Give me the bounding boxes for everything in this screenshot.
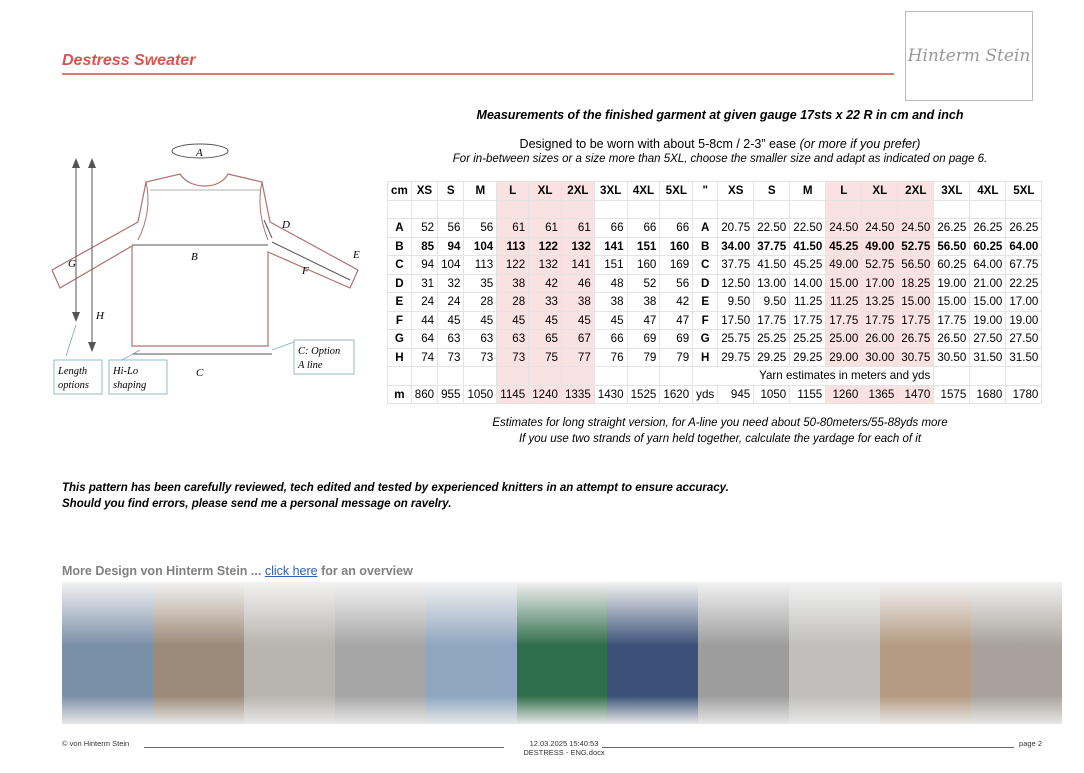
- header-in-8: 4XL: [970, 182, 1006, 201]
- cm-value: 66: [594, 219, 627, 238]
- inch-value: 64.00: [1006, 237, 1042, 256]
- callout-hilo-1: Hi-Lo: [113, 366, 139, 377]
- inch-value: 25.00: [826, 330, 862, 349]
- label-c: C: [196, 367, 204, 379]
- ease-main: Designed to be worn with about 5-8cm / 2-3” ease: [519, 137, 797, 151]
- inch-value: 29.75: [718, 348, 754, 367]
- photo-grey-cable-coat[interactable]: [971, 582, 1062, 724]
- inch-value: 26.75: [898, 330, 934, 349]
- cm-value: 67: [561, 330, 594, 349]
- inch-value: 22.25: [1006, 274, 1042, 293]
- inch-value: 14.00: [790, 274, 826, 293]
- yarn-yds-label: yds: [693, 385, 718, 404]
- review-line-1: This pattern has been carefully reviewed, tech edited and tested by experienced knitters in an attempt to ensure accuracy.: [62, 482, 729, 494]
- spacer-cell: [627, 200, 660, 219]
- cm-value: 73: [497, 348, 529, 367]
- cm-value: 45: [438, 311, 464, 330]
- inch-value: 18.25: [898, 274, 934, 293]
- label-f: F: [302, 265, 309, 277]
- inch-value: 26.00: [862, 330, 898, 349]
- inch-value: 30.00: [862, 348, 898, 367]
- inch-value: 67.75: [1006, 256, 1042, 275]
- sweater-schematic: [50, 130, 380, 400]
- more-designs: [62, 564, 413, 578]
- inch-value: 24.50: [826, 219, 862, 238]
- cm-value: 31: [411, 274, 437, 293]
- label-g: G: [68, 258, 76, 270]
- inch-value: 17.00: [862, 274, 898, 293]
- photo-grey-yoke-sweater[interactable]: [335, 582, 426, 724]
- ease-italic: (or more if you prefer): [799, 137, 921, 151]
- inch-value: 19.00: [934, 274, 970, 293]
- yarn-note-aline: Estimates for long straight version, for A-line you need about 50-80meters/55-88yds more: [492, 417, 948, 429]
- inch-value: 41.50: [790, 237, 826, 256]
- inch-value: 19.00: [970, 311, 1006, 330]
- inch-value: 15.00: [934, 293, 970, 312]
- cm-value: 94: [411, 256, 437, 275]
- cm-value: 151: [594, 256, 627, 275]
- inch-value: 25.75: [718, 330, 754, 349]
- cm-value: 160: [627, 256, 660, 275]
- inch-value: 17.00: [1006, 293, 1042, 312]
- inch-value: 17.50: [718, 311, 754, 330]
- inch-value: 27.50: [1006, 330, 1042, 349]
- header-in-9: 5XL: [1006, 182, 1042, 201]
- inch-value: 64.00: [970, 256, 1006, 275]
- label-a: A: [196, 147, 203, 159]
- cm-value: 141: [561, 256, 594, 275]
- spacer-cell: [594, 200, 627, 219]
- yarn-m-value: 1620: [660, 385, 693, 404]
- cm-value: 64: [411, 330, 437, 349]
- inch-value: 24.50: [898, 219, 934, 238]
- cm-value: 73: [438, 348, 464, 367]
- inch-value: 11.25: [790, 293, 826, 312]
- inch-value: 17.75: [934, 311, 970, 330]
- yarn-blank: [1006, 367, 1042, 386]
- footer-rule-left: [144, 747, 504, 748]
- table-row: [388, 348, 1042, 367]
- spacer-cell: [898, 200, 934, 219]
- inch-value: 52.75: [862, 256, 898, 275]
- cm-value: 113: [497, 237, 529, 256]
- inch-value: 30.50: [934, 348, 970, 367]
- row-label-cm: E: [388, 293, 412, 312]
- cm-value: 61: [497, 219, 529, 238]
- callout-hilo-2: shaping: [113, 380, 147, 391]
- photo-green-cardigan[interactable]: [517, 582, 608, 724]
- cm-value: 104: [464, 237, 497, 256]
- cm-value: 61: [561, 219, 594, 238]
- yarn-blank: [388, 367, 412, 386]
- design-photo-strip: [62, 582, 1062, 724]
- spacer-cell: [970, 200, 1006, 219]
- inch-value: 49.00: [826, 256, 862, 275]
- row-label-in: B: [693, 237, 718, 256]
- inch-value: 22.50: [754, 219, 790, 238]
- inch-value: 45.25: [790, 256, 826, 275]
- cm-value: 151: [627, 237, 660, 256]
- inch-value: 34.00: [718, 237, 754, 256]
- yarn-yds-value: 945: [718, 385, 754, 404]
- callout-aline-2: A line: [298, 360, 323, 371]
- cm-value: 69: [627, 330, 660, 349]
- spacer-cell: [718, 200, 754, 219]
- yarn-title-row: [388, 367, 1042, 386]
- inch-value: 15.00: [898, 293, 934, 312]
- cm-value: 52: [627, 274, 660, 293]
- inch-value: 17.75: [826, 311, 862, 330]
- cm-value: 38: [561, 293, 594, 312]
- cm-value: 47: [660, 311, 693, 330]
- inch-value: 26.25: [970, 219, 1006, 238]
- row-label-cm: A: [388, 219, 412, 238]
- yarn-blank: [411, 367, 437, 386]
- yarn-yds-value: 1470: [898, 385, 934, 404]
- header-in-3: M: [790, 182, 826, 201]
- document-title: Destress Sweater: [62, 52, 196, 69]
- yarn-yds-value: 1365: [862, 385, 898, 404]
- spacer-cell: [561, 200, 594, 219]
- inch-value: 15.00: [970, 293, 1006, 312]
- spacer-cell: [934, 200, 970, 219]
- table-row: [388, 256, 1042, 275]
- cm-value: 122: [497, 256, 529, 275]
- table-spacer-row: [388, 200, 1042, 219]
- header-in-5: XL: [862, 182, 898, 201]
- header-cm-3: M: [464, 182, 497, 201]
- table-row: [388, 274, 1042, 293]
- cm-value: 38: [497, 274, 529, 293]
- cm-value: 94: [438, 237, 464, 256]
- cm-value: 24: [411, 293, 437, 312]
- photo-light-grey-pullover[interactable]: [789, 582, 880, 724]
- review-note: [62, 480, 729, 512]
- photo-grey-sweater[interactable]: [698, 582, 789, 724]
- in-between-note: For in-between sizes or a size more than 5XL, choose the smaller size and adapt as indicated on page 6.: [452, 153, 988, 165]
- inch-value: 29.25: [790, 348, 826, 367]
- cm-value: 141: [594, 237, 627, 256]
- yarn-blank: [438, 367, 464, 386]
- more-prefix: More Design von Hinterm Stein ...: [62, 564, 262, 578]
- overview-link[interactable]: click here: [264, 564, 318, 578]
- inch-value: 29.25: [754, 348, 790, 367]
- cm-value: 42: [529, 274, 562, 293]
- cm-value: 45: [529, 311, 562, 330]
- yarn-m-value: 1050: [464, 385, 497, 404]
- table-header-row: [388, 182, 1042, 201]
- spacer-cell: [660, 200, 693, 219]
- cm-value: 56: [438, 219, 464, 238]
- yarn-values-row: [388, 385, 1042, 404]
- cm-value: 75: [529, 348, 562, 367]
- logo-text: Hinterm Stein: [907, 46, 1031, 66]
- photo-navy-jacket[interactable]: [607, 582, 698, 724]
- cm-value: 132: [529, 256, 562, 275]
- cm-value: 28: [497, 293, 529, 312]
- yarn-blank: [627, 367, 660, 386]
- inch-value: 31.50: [970, 348, 1006, 367]
- cm-value: 160: [660, 237, 693, 256]
- cm-value: 63: [438, 330, 464, 349]
- size-table: [387, 181, 1042, 404]
- spacer-cell: [826, 200, 862, 219]
- yarn-blank: [594, 367, 627, 386]
- more-suffix: for an overview: [321, 564, 413, 578]
- inch-value: 27.50: [970, 330, 1006, 349]
- row-label-cm: C: [388, 256, 412, 275]
- yarn-blank: [970, 367, 1006, 386]
- cm-value: 73: [464, 348, 497, 367]
- cm-value: 38: [627, 293, 660, 312]
- yarn-blank: [497, 367, 529, 386]
- spacer-cell: [438, 200, 464, 219]
- spacer-cell: [693, 200, 718, 219]
- row-label-in: G: [693, 330, 718, 349]
- table-row: [388, 237, 1042, 256]
- yarn-blank: [561, 367, 594, 386]
- photo-grey-wrap[interactable]: [244, 582, 335, 724]
- yarn-yds-value: 1575: [934, 385, 970, 404]
- yarn-blank: [529, 367, 562, 386]
- cm-value: 45: [561, 311, 594, 330]
- inch-value: 41.50: [754, 256, 790, 275]
- inch-value: 17.75: [862, 311, 898, 330]
- ease-note: [410, 137, 1030, 151]
- yarn-m-label: m: [388, 385, 412, 404]
- footer-file: DESTRESS - ENG.docx: [523, 748, 605, 757]
- cm-value: 28: [464, 293, 497, 312]
- spacer-cell: [388, 200, 412, 219]
- cm-value: 42: [660, 293, 693, 312]
- cm-value: 38: [594, 293, 627, 312]
- inch-value: 26.25: [1006, 219, 1042, 238]
- cm-value: 66: [594, 330, 627, 349]
- cm-value: 104: [438, 256, 464, 275]
- yarn-yds-value: 1050: [754, 385, 790, 404]
- yarn-yds-value: 1680: [970, 385, 1006, 404]
- cm-value: 24: [438, 293, 464, 312]
- cm-value: 74: [411, 348, 437, 367]
- footer-copyright: © von Hinterm Stein: [62, 739, 130, 748]
- inch-value: 56.50: [898, 256, 934, 275]
- cm-value: 169: [660, 256, 693, 275]
- cm-value: 45: [497, 311, 529, 330]
- inch-value: 9.50: [718, 293, 754, 312]
- cm-value: 44: [411, 311, 437, 330]
- inch-value: 45.25: [826, 237, 862, 256]
- cm-value: 69: [660, 330, 693, 349]
- yarn-blank: [660, 367, 693, 386]
- spacer-cell: [529, 200, 562, 219]
- spacer-cell: [497, 200, 529, 219]
- inch-value: 30.75: [898, 348, 934, 367]
- photo-blue-texture[interactable]: [62, 582, 153, 724]
- label-e: E: [353, 249, 360, 261]
- inch-value: 26.50: [934, 330, 970, 349]
- title-rule: [62, 73, 894, 75]
- spacer-cell: [1006, 200, 1042, 219]
- cm-value: 66: [627, 219, 660, 238]
- inch-value: 49.00: [862, 237, 898, 256]
- inch-value: 17.75: [790, 311, 826, 330]
- cm-value: 56: [660, 274, 693, 293]
- label-b: B: [191, 251, 198, 263]
- footer-date: 12.03.2025 15:40:53: [529, 739, 599, 748]
- inch-value: 25.25: [754, 330, 790, 349]
- cm-value: 63: [497, 330, 529, 349]
- cm-value: 113: [464, 256, 497, 275]
- cm-value: 35: [464, 274, 497, 293]
- inch-value: 37.75: [754, 237, 790, 256]
- header-cm-4: L: [497, 182, 529, 201]
- inch-value: 17.75: [754, 311, 790, 330]
- yarn-m-value: 860: [411, 385, 437, 404]
- cm-value: 63: [464, 330, 497, 349]
- header-cm-1: XS: [411, 182, 437, 201]
- inch-value: 15.00: [826, 274, 862, 293]
- inch-value: 11.25: [826, 293, 862, 312]
- header-cm-5: XL: [529, 182, 562, 201]
- inch-value: 26.25: [934, 219, 970, 238]
- cm-value: 79: [627, 348, 660, 367]
- cm-value: 77: [561, 348, 594, 367]
- row-label-cm: H: [388, 348, 412, 367]
- inch-value: 13.00: [754, 274, 790, 293]
- cm-value: 85: [411, 237, 437, 256]
- table-row: [388, 330, 1042, 349]
- header-cm-9: 5XL: [660, 182, 693, 201]
- header-in-7: 3XL: [934, 182, 970, 201]
- table-row: [388, 293, 1042, 312]
- cm-value: 48: [594, 274, 627, 293]
- spacer-cell: [411, 200, 437, 219]
- inch-value: 24.50: [862, 219, 898, 238]
- inch-value: 19.00: [1006, 311, 1042, 330]
- row-label-in: E: [693, 293, 718, 312]
- inch-value: 37.75: [718, 256, 754, 275]
- spacer-cell: [862, 200, 898, 219]
- inch-value: 29.00: [826, 348, 862, 367]
- header-cm-2: S: [438, 182, 464, 201]
- row-label-in: A: [693, 219, 718, 238]
- row-label-cm: B: [388, 237, 412, 256]
- photo-taupe-cardigan[interactable]: [153, 582, 244, 724]
- table-row: [388, 219, 1042, 238]
- cm-value: 66: [660, 219, 693, 238]
- cm-value: 52: [411, 219, 437, 238]
- row-label-in: F: [693, 311, 718, 330]
- yarn-note-strands: If you use two strands of yarn held together, calculate the yardage for each of it: [518, 433, 922, 445]
- header-in-6: 2XL: [898, 182, 934, 201]
- cm-value: 76: [594, 348, 627, 367]
- photo-tweed-cardigan[interactable]: [880, 582, 971, 724]
- yarn-m-value: 1145: [497, 385, 529, 404]
- cm-value: 45: [464, 311, 497, 330]
- callout-length-2: options: [58, 380, 89, 391]
- inch-value: 17.75: [898, 311, 934, 330]
- yarn-m-value: 1525: [627, 385, 660, 404]
- footer-center: [504, 739, 624, 757]
- inch-value: 56.50: [934, 237, 970, 256]
- logo: [905, 11, 1033, 101]
- inch-value: 20.75: [718, 219, 754, 238]
- yarn-m-value: 955: [438, 385, 464, 404]
- measurements-heading: Measurements of the finished garment at given gauge 17sts x 22 R in cm and inch: [476, 108, 964, 122]
- cm-value: 46: [561, 274, 594, 293]
- inch-value: 60.25: [970, 237, 1006, 256]
- header-in-4: L: [826, 182, 862, 201]
- spacer-cell: [754, 200, 790, 219]
- row-label-in: H: [693, 348, 718, 367]
- header-cm-0: cm: [388, 182, 412, 201]
- inch-value: 60.25: [934, 256, 970, 275]
- inch-value: 12.50: [718, 274, 754, 293]
- header-cm-8: 4XL: [627, 182, 660, 201]
- inch-value: 52.75: [898, 237, 934, 256]
- cm-value: 56: [464, 219, 497, 238]
- photo-blue-raglan[interactable]: [426, 582, 517, 724]
- callout-aline-1: C: Option: [298, 346, 341, 357]
- yarn-m-value: 1335: [561, 385, 594, 404]
- spacer-cell: [790, 200, 826, 219]
- cm-value: 45: [594, 311, 627, 330]
- cm-value: 61: [529, 219, 562, 238]
- row-label-cm: G: [388, 330, 412, 349]
- row-label-cm: F: [388, 311, 412, 330]
- yarn-blank: [934, 367, 970, 386]
- row-label-in: D: [693, 274, 718, 293]
- cm-value: 79: [660, 348, 693, 367]
- yarn-yds-value: 1260: [826, 385, 862, 404]
- callout-length-1: Length: [58, 366, 88, 377]
- yarn-blank: [464, 367, 497, 386]
- inch-value: 22.50: [790, 219, 826, 238]
- header-cm-7: 3XL: [594, 182, 627, 201]
- yarn-title: Yarn estimates in meters and yds: [693, 367, 934, 386]
- header-in-1: XS: [718, 182, 754, 201]
- inch-value: 25.25: [790, 330, 826, 349]
- table-row: [388, 311, 1042, 330]
- spacer-cell: [464, 200, 497, 219]
- header-in-0: ": [693, 182, 718, 201]
- header-cm-6: 2XL: [561, 182, 594, 201]
- inch-value: 9.50: [754, 293, 790, 312]
- footer-rule-right: [602, 747, 1014, 748]
- label-d: D: [282, 219, 290, 231]
- cm-value: 32: [438, 274, 464, 293]
- row-label-cm: D: [388, 274, 412, 293]
- label-h: H: [96, 310, 104, 322]
- footer-page-number: page 2: [1019, 739, 1042, 748]
- yarn-yds-value: 1780: [1006, 385, 1042, 404]
- review-line-2: Should you find errors, please send me a personal message on ravelry.: [62, 498, 452, 510]
- inch-value: 31.50: [1006, 348, 1042, 367]
- cm-value: 65: [529, 330, 562, 349]
- cm-value: 47: [627, 311, 660, 330]
- row-label-in: C: [693, 256, 718, 275]
- header-in-2: S: [754, 182, 790, 201]
- inch-value: 13.25: [862, 293, 898, 312]
- cm-value: 33: [529, 293, 562, 312]
- cm-value: 122: [529, 237, 562, 256]
- yarn-m-value: 1430: [594, 385, 627, 404]
- yarn-yds-value: 1155: [790, 385, 826, 404]
- yarn-m-value: 1240: [529, 385, 562, 404]
- cm-value: 132: [561, 237, 594, 256]
- inch-value: 21.00: [970, 274, 1006, 293]
